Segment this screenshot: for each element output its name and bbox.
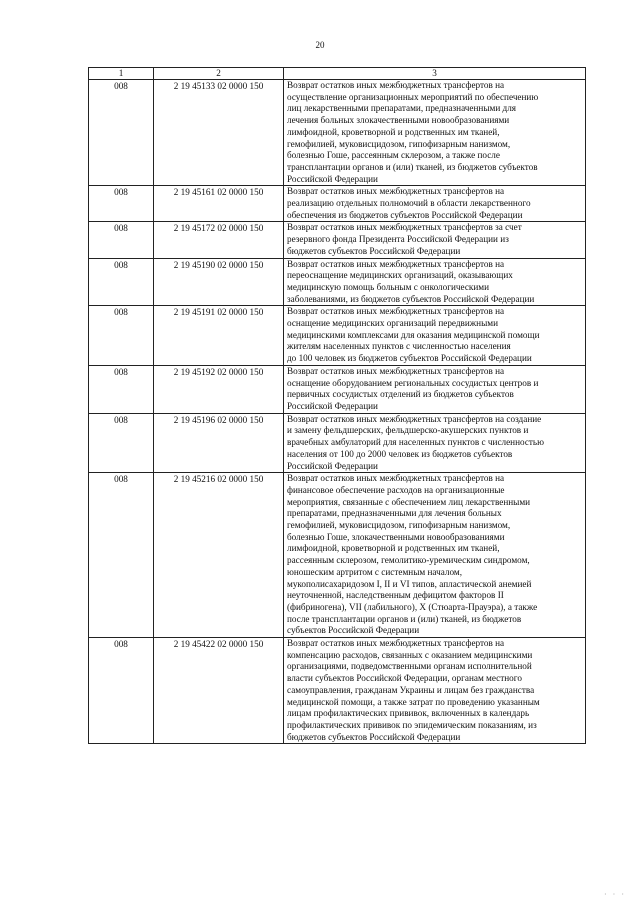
- description-line: компенсацию расходов, связанных с оказанием медицинскими: [287, 649, 533, 660]
- description-cell: [284, 365, 586, 413]
- description-line: Возврат остатков иных межбюджетных трансфертов на: [287, 365, 505, 376]
- admin-code-cell: 008: [89, 473, 154, 638]
- description-line: рассеянным склерозом, гемолитико-уремическим синдромом,: [287, 555, 530, 566]
- admin-code-cell: 008: [89, 638, 154, 744]
- description-line: Возврат остатков иных межбюджетных трансфертов на создание: [287, 413, 542, 424]
- description-line: самоуправления, гражданам Украины и лицам без гражданства: [287, 684, 535, 695]
- description-cell: [284, 222, 586, 258]
- admin-code-cell: 008: [89, 365, 154, 413]
- budget-code-cell: 2 19 45422 02 0000 150: [154, 638, 284, 744]
- description-line: трансплантации органов и (или) тканей, из бюджетов субъектов: [287, 161, 538, 172]
- table-row: [89, 258, 586, 306]
- description-line: обеспечения из бюджетов субъектов Российской Федерации: [287, 209, 523, 220]
- description-line: юношеским артритом с системным началом,: [287, 566, 463, 577]
- description-cell: [284, 413, 586, 473]
- description-line: оснащение медицинских организаций передвижными: [287, 318, 498, 329]
- description-line: переоснащение медицинских организаций, оказывающих: [287, 270, 513, 281]
- description-line: оснащение оборудованием региональных сосудистых центров и: [287, 377, 539, 388]
- description-line: (фибриногена), VII (лабильного), X (Стюарта-Прауэра), а также: [287, 601, 538, 612]
- table-header-row: [89, 68, 586, 80]
- column-header-2: 2: [154, 68, 284, 80]
- admin-code-cell: 008: [89, 258, 154, 306]
- description-line: препаратами, предназначенными для лечения больных: [287, 508, 502, 519]
- description-line: Российской Федерации: [287, 173, 378, 184]
- table-row: [89, 473, 586, 638]
- description-line: населения от 100 до 2000 человек из бюджетов субъектов: [287, 448, 513, 459]
- description-line: субъектов Российской Федерации: [287, 625, 420, 636]
- table-row: [89, 413, 586, 473]
- description-cell: [284, 473, 586, 638]
- description-line: лиц лекарственными препаратами, предназначенными для: [287, 103, 517, 114]
- column-header-1: 1: [89, 68, 154, 80]
- description-line: лицам профилактических прививок, включенных в календарь: [287, 708, 530, 719]
- admin-code-cell: 008: [89, 413, 154, 473]
- description-line: гемофилией, муковисцидозом, гипофизарным нанизмом,: [287, 138, 511, 149]
- description-line: лечения больных злокачественными новообразованиями: [287, 115, 510, 126]
- description-line: Возврат остатков иных межбюджетных трансфертов за счет: [287, 222, 522, 233]
- description-line: Возврат остатков иных межбюджетных трансфертов на: [287, 80, 505, 90]
- table-row: [89, 222, 586, 258]
- budget-code-cell: 2 19 45133 02 0000 150: [154, 80, 284, 186]
- description-line: бюджетов субъектов Российской Федерации: [287, 731, 461, 742]
- description-cell: [284, 306, 586, 366]
- description-line: финансовое обеспечение расходов на организационные: [287, 484, 505, 495]
- description-line: гемофилией, муковисцидозом, гипофизарным нанизмом,: [287, 520, 511, 531]
- budget-classification-table: [88, 67, 586, 744]
- description-line: Возврат остатков иных межбюджетных трансфертов на: [287, 306, 505, 317]
- description-line: заболеваниями, из бюджетов субъектов Российской Федерации: [287, 293, 535, 304]
- description-line: Возврат остатков иных межбюджетных трансфертов на: [287, 473, 505, 484]
- description-line: до 100 человек из бюджетов субъектов Российской Федерации: [287, 353, 532, 364]
- description-line: после трансплантации органов и (или) тканей, из бюджетов: [287, 613, 522, 624]
- description-line: Возврат остатков иных межбюджетных трансфертов на: [287, 258, 505, 269]
- description-line: мероприятия, связанные с обеспечением лиц лекарственными: [287, 496, 531, 507]
- admin-code-cell: 008: [89, 222, 154, 258]
- admin-code-cell: 008: [89, 306, 154, 366]
- description-line: резервного фонда Президента Российской Федерации из: [287, 234, 509, 245]
- description-line: мукополисахаридозом I, II и VI типов, апластической анемией: [287, 578, 532, 589]
- description-line: болезнью Гоше, рассеянным склерозом, а также после: [287, 150, 500, 161]
- budget-code-cell: 2 19 45192 02 0000 150: [154, 365, 284, 413]
- page-number: 20: [315, 40, 325, 50]
- description-line: медицинскую помощь больным с онкологическими: [287, 281, 490, 292]
- description-line: Возврат остатков иных межбюджетных трансфертов на: [287, 638, 505, 649]
- table-row: [89, 80, 586, 186]
- description-cell: [284, 638, 586, 744]
- description-line: власти субъектов Российской Федерации, органам местного: [287, 673, 522, 684]
- table-row: [89, 638, 586, 744]
- column-header-3: 3: [284, 68, 586, 80]
- description-line: бюджетов субъектов Российской Федерации: [287, 245, 461, 256]
- budget-code-cell: 2 19 45216 02 0000 150: [154, 473, 284, 638]
- description-line: неуточненной, наследственным дефицитом факторов II: [287, 590, 504, 601]
- budget-code-cell: 2 19 45190 02 0000 150: [154, 258, 284, 306]
- admin-code-cell: 008: [89, 186, 154, 222]
- budget-code-cell: 2 19 45161 02 0000 150: [154, 186, 284, 222]
- table-row: [89, 306, 586, 366]
- description-line: организациями, подведомственными органам исполнительной: [287, 661, 532, 672]
- table-body: [89, 80, 586, 744]
- description-line: врачебных амбулаторий для населенных пунктов с численностью: [287, 437, 544, 448]
- table-row: [89, 365, 586, 413]
- description-line: Российской Федерации: [287, 460, 378, 471]
- budget-code-cell: 2 19 45196 02 0000 150: [154, 413, 284, 473]
- table-row: [89, 186, 586, 222]
- description-line: и замену фельдшерских, фельдшерско-акушерских пунктов и: [287, 425, 529, 436]
- description-cell: [284, 80, 586, 186]
- description-cell: [284, 186, 586, 222]
- budget-code-cell: 2 19 45191 02 0000 150: [154, 306, 284, 366]
- description-line: Возврат остатков иных межбюджетных трансфертов на: [287, 186, 505, 197]
- description-line: профилактических прививок по эпидемическим показаниям, из: [287, 719, 537, 730]
- description-line: Российской Федерации: [287, 400, 378, 411]
- description-line: лимфоидной, кроветворной и родственных им тканей,: [287, 126, 500, 137]
- description-line: жителям населенных пунктов с численностью населения: [287, 341, 511, 352]
- description-line: первичных сосудистых отделений из бюджетов субъектов: [287, 389, 514, 400]
- description-line: осуществление организационных мероприятий по обеспечению: [287, 91, 539, 102]
- budget-code-cell: 2 19 45172 02 0000 150: [154, 222, 284, 258]
- scan-corner-mark: · · ·: [604, 890, 626, 899]
- description-line: реализацию отдельных полномочий в области лекарственного: [287, 198, 531, 209]
- description-line: медицинскими комплексами для оказания медицинской помощи: [287, 329, 540, 340]
- description-line: лимфоидной, кроветворной и родственных им тканей,: [287, 543, 500, 554]
- description-line: медицинской помощи, а также затрат по проведению указанным: [287, 696, 540, 707]
- admin-code-cell: 008: [89, 80, 154, 186]
- description-line: болезнью Гоше, злокачественными новообразованиями: [287, 531, 505, 542]
- description-cell: [284, 258, 586, 306]
